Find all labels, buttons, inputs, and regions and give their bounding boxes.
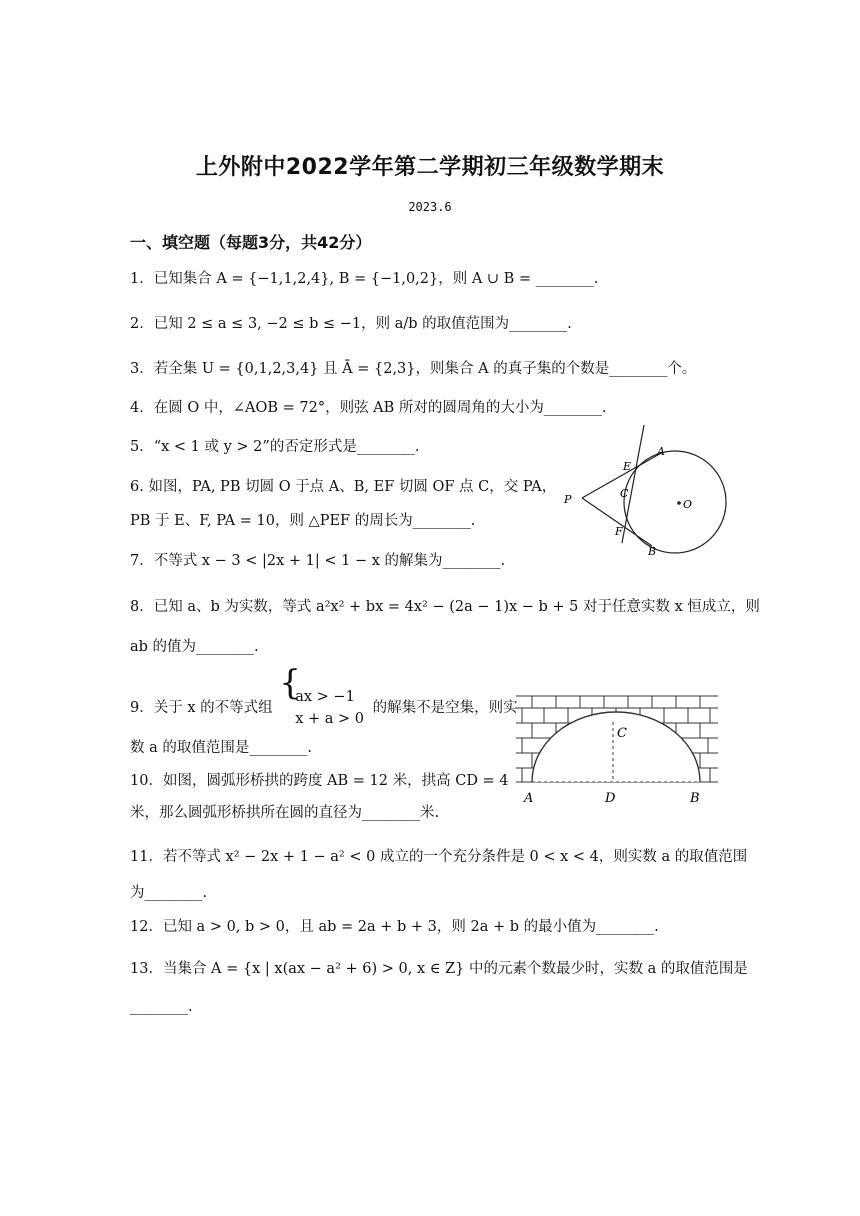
question-6-line1: 6. 如图，PA, PB 切圆 O 于点 A、B, EF 切圆 OF 点 C，交 PA， bbox=[130, 479, 557, 495]
question-4: 4．在圆 O 中，∠AOB = 72°，则弦 AB 所对的圆周角的大小为________. bbox=[130, 400, 607, 416]
center-dot bbox=[677, 501, 681, 505]
page-title: 上外附中2022学年第二学期初三年级数学期末 bbox=[195, 155, 665, 180]
left-brace: { bbox=[279, 663, 301, 703]
label-e: E bbox=[623, 460, 632, 473]
question-3: 3．若全集 U = {0,1,2,3,4} 且 Ā = {2,3}，则集合 A 的真子集的个数是________个。 bbox=[130, 361, 697, 377]
inequality-system bbox=[279, 663, 365, 730]
section-heading: 一、填空题（每题3分，共42分） bbox=[130, 233, 372, 252]
question-10-line2: 米，那么圆弧形桥拱所在圆的直径为________米. bbox=[130, 805, 440, 821]
arch-bridge-figure bbox=[512, 694, 722, 809]
tangent-circle-figure bbox=[560, 425, 730, 560]
question-11-line1: 11．若不等式 x² − 2x + 1 − a² < 0 成立的一个充分条件是 0 < x < 4，则实数 a 的取值范围 bbox=[130, 849, 748, 865]
question-11-line2: 为________. bbox=[130, 885, 208, 901]
question-7: 7．不等式 x − 3 < |2x + 1| < 1 − x 的解集为________. bbox=[130, 553, 506, 569]
system-equations bbox=[295, 686, 364, 730]
question-9-line2: 数 a 的取值范围是________. bbox=[130, 740, 312, 756]
label-c: C bbox=[620, 487, 629, 500]
question-6-line2: PB 于 E、F, PA = 10，则 △PEF 的周长为________. bbox=[130, 513, 476, 529]
label-c: C bbox=[617, 726, 627, 741]
tangent-pb bbox=[582, 498, 652, 546]
question-10-line1: 10．如图，圆弧形桥拱的跨度 AB = 12 米，拱高 CD = 4 bbox=[130, 773, 509, 789]
question-8-line2: ab 的值为________. bbox=[130, 639, 259, 655]
question-5: 5．“x < 1 或 y > 2”的否定形式是________. bbox=[130, 439, 420, 455]
question-13-line1: 13．当集合 A = {x | x(ax − a² + 6) > 0, x ∈ Z} 中的元素个数最少时，实数 a 的取值范围是 bbox=[130, 961, 748, 977]
question-1: 1．已知集合 A = {−1,1,2,4}, B = {−1,0,2}，则 A ∪ B = ________. bbox=[130, 271, 599, 287]
question-9-tail: 的解集不是空集，则实 bbox=[372, 700, 518, 716]
question-13-line2: ________. bbox=[130, 999, 193, 1015]
label-a: A bbox=[657, 445, 665, 458]
label-p: P bbox=[564, 493, 572, 506]
question-8-line1: 8．已知 a、b 为实数，等式 a²x² + bx = 4x² − (2a − 1)x − b + 5 对于任意实数 x 恒成立，则 bbox=[130, 599, 760, 615]
system-line-2: x + a > 0 bbox=[295, 711, 365, 727]
tangent-ef bbox=[622, 425, 644, 543]
label-a: A bbox=[524, 791, 534, 806]
label-b: B bbox=[648, 545, 657, 558]
exam-date: 2023.6 bbox=[408, 200, 452, 214]
label-d: D bbox=[605, 791, 616, 806]
system-line-1: ax > −1 bbox=[295, 689, 355, 705]
label-o: O bbox=[683, 498, 693, 511]
question-2: 2．已知 2 ≤ a ≤ 3, −2 ≤ b ≤ −1，则 a/b 的取值范围为________. bbox=[130, 316, 572, 332]
question-12: 12．已知 a > 0, b > 0，且 ab = 2a + b + 3，则 2a + b 的最小值为________. bbox=[130, 919, 659, 935]
label-f: F bbox=[615, 525, 623, 538]
question-9-line1 bbox=[130, 663, 518, 730]
label-b: B bbox=[690, 791, 700, 806]
question-9-lead: 9．关于 x 的不等式组 bbox=[130, 700, 273, 716]
